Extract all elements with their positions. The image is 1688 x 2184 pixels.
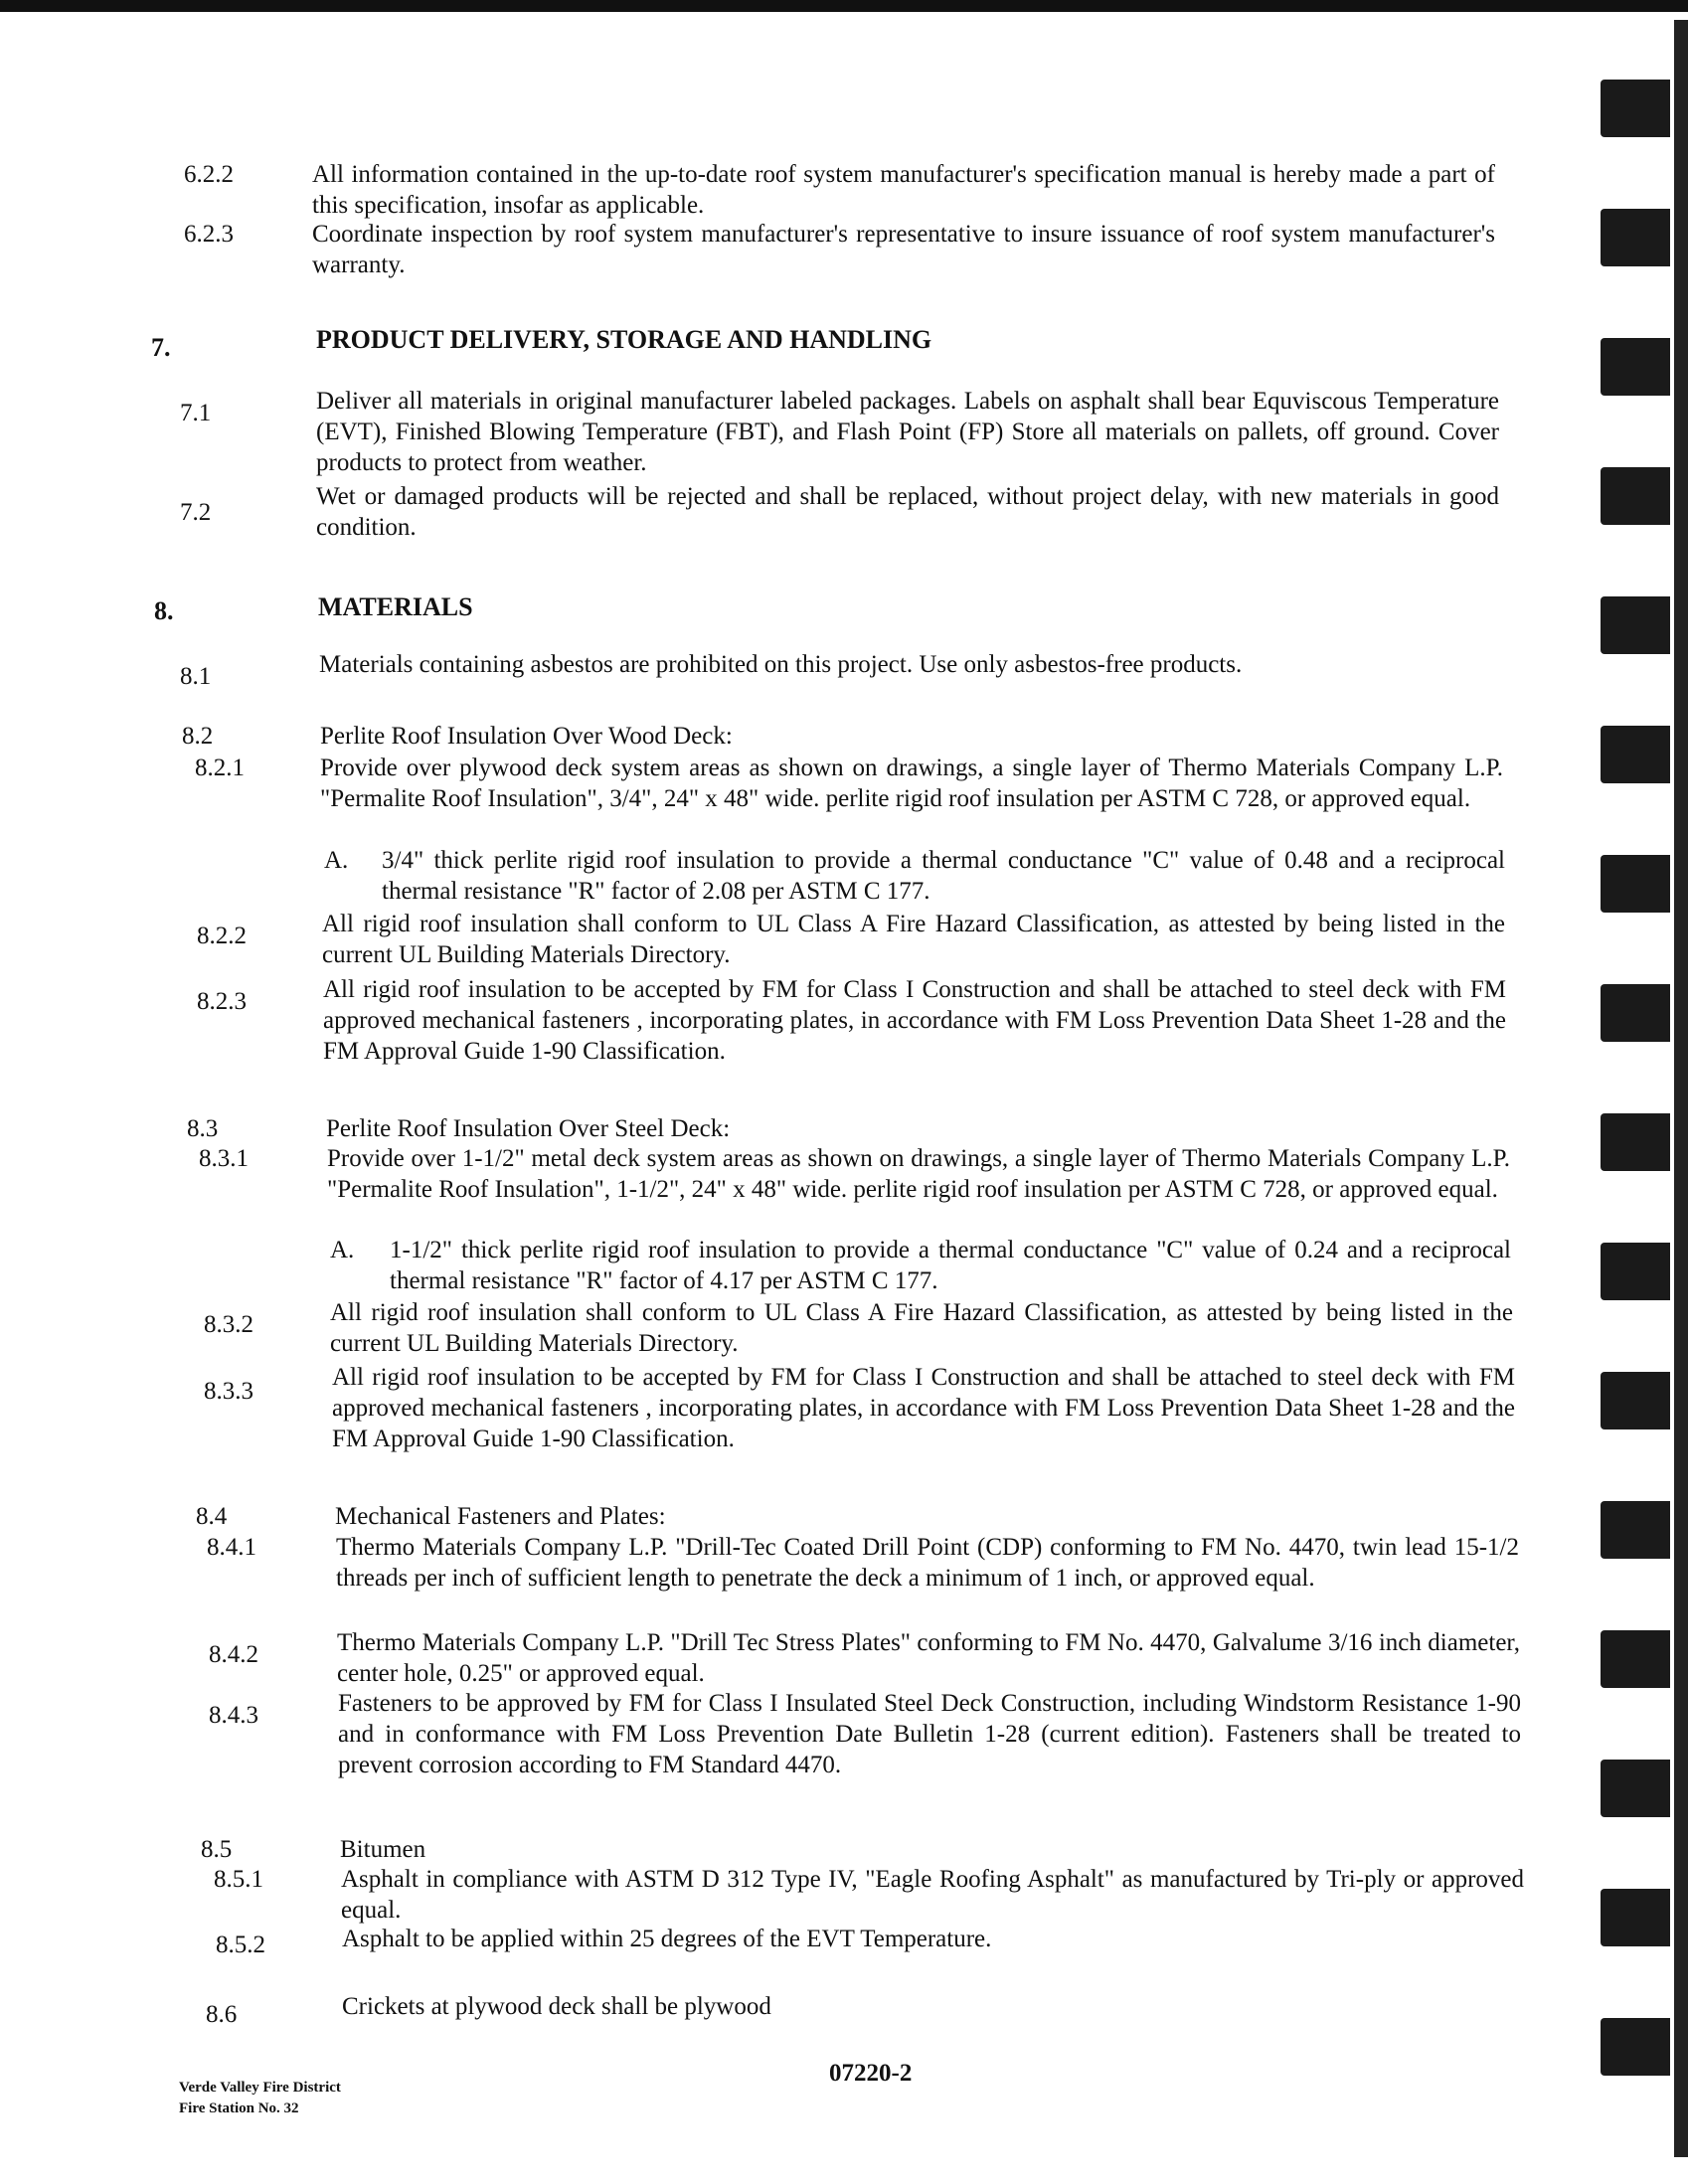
section-title: MATERIALS xyxy=(318,592,473,621)
item-text: Fasteners to be approved by FM for Class I Insulated Steel Deck Construction, including Windstorm Resistance 1-90 and in conformance with FM Loss Prevention Date Bulletin 1-28 (current edition). Fasteners shall be treated to prevent corrosion according to FM Standard 4470. xyxy=(338,1690,1521,1778)
item-text: Wet or damaged products will be rejected and shall be replaced, without project delay, with new materials in good condition. xyxy=(316,483,1499,541)
binding-ring xyxy=(1601,1889,1670,1946)
item-number: 8.4 xyxy=(196,1503,228,1530)
item-number: 7.1 xyxy=(180,400,212,426)
binding-ring xyxy=(1601,1760,1670,1817)
binding-ring xyxy=(1601,1243,1670,1300)
binding-ring xyxy=(1601,984,1670,1042)
item-number: 8.3.1 xyxy=(199,1145,249,1172)
subsection-title: Mechanical Fasteners and Plates: xyxy=(335,1503,666,1530)
binding-ring xyxy=(1601,338,1670,396)
item-number: 8.5.1 xyxy=(214,1866,263,1893)
footer-project-name: Verde Valley Fire District xyxy=(179,2080,341,2096)
item-number: 6.2.3 xyxy=(184,221,234,248)
subitem-letter: A. xyxy=(324,847,349,874)
section-title: PRODUCT DELIVERY, STORAGE AND HANDLING xyxy=(316,325,932,354)
item-number: 8.4.3 xyxy=(209,1702,258,1729)
footer-project-station: Fire Station No. 32 xyxy=(179,2100,299,2116)
item-text: 3/4" thick perlite rigid roof insulation to provide a thermal conductance "C" value of 0.48 and a reciprocal thermal resistance "R" factor of 2.08 per ASTM C 177. xyxy=(382,847,1505,905)
page-number: 07220-2 xyxy=(829,2060,913,2087)
item-number: 8.2.1 xyxy=(195,755,245,781)
item-number: 8.4.1 xyxy=(207,1534,256,1561)
item-text: Deliver all materials in original manufacturer labeled packages. Labels on asphalt shall bear Equviscous Temperature (EVT), Finished Blowing Temperature (FBT), and Flash Point (FP) Store all materials on pallets, off ground. Cover products to protect from weather. xyxy=(316,388,1499,476)
item-text: Asphalt in compliance with ASTM D 312 Type IV, "Eagle Roofing Asphalt" as manufactured by Tri-ply or approved equal. xyxy=(341,1866,1524,1924)
binding-ring xyxy=(1601,726,1670,783)
item-text: All rigid roof insulation shall conform to UL Class A Fire Hazard Classification, as attested by being listed in the current UL Building Materials Directory. xyxy=(330,1299,1513,1357)
binding-ring xyxy=(1601,80,1670,137)
binding-ring xyxy=(1601,596,1670,654)
item-number: 6.2.2 xyxy=(184,161,234,188)
item-number: 8.3.3 xyxy=(204,1378,253,1405)
binding-ring xyxy=(1601,467,1670,525)
item-text: Provide over 1-1/2" metal deck system areas as shown on drawings, a single layer of Thermo Materials Company L.P. "Permalite Roof Insulation", 1-1/2", 24" x 48" wide. perlite rigid roof insulation per ASTM C 728, or approved equal. xyxy=(327,1145,1510,1203)
binding-ring xyxy=(1601,1113,1670,1171)
item-number: 8.3 xyxy=(187,1115,219,1142)
item-text: Thermo Materials Company L.P. "Drill Tec Stress Plates" conforming to FM No. 4470, Galvalume 3/16 inch diameter, center hole, 0.25" or approved equal. xyxy=(337,1629,1520,1687)
item-number: 7.2 xyxy=(180,499,212,526)
item-number: 8.2.2 xyxy=(197,923,247,949)
item-number: 8.3.2 xyxy=(204,1311,253,1338)
item-text: Materials containing asbestos are prohibited on this project. Use only asbestos-free products. xyxy=(319,651,1243,678)
binding-ring xyxy=(1601,1501,1670,1559)
item-text: All rigid roof insulation to be accepted by FM for Class I Construction and shall be attached to steel deck with FM approved mechanical fasteners , incorporating plates, in accordance with FM Loss Prevention Data Sheet 1-28 and the FM Approval Guide 1-90 Classification. xyxy=(332,1364,1515,1452)
section-number: 7. xyxy=(151,333,171,362)
subsection-title: Perlite Roof Insulation Over Wood Deck: xyxy=(320,723,733,750)
item-number: 8.6 xyxy=(206,2001,238,2028)
spiral-binding xyxy=(1579,20,1688,2157)
item-text: Thermo Materials Company L.P. "Drill-Tec Coated Drill Point (CDP) conforming to FM No. 4470, twin lead 15-1/2 threads per inch of sufficient length to penetrate the deck a minimum of 1 inch, or approved equal. xyxy=(336,1534,1519,1592)
footer-project xyxy=(179,2078,341,2119)
item-text: All rigid roof insulation to be accepted by FM for Class I Construction and shall be attached to steel deck with FM approved mechanical fasteners , incorporating plates, in accordance with FM Loss Prevention Data Sheet 1-28 and the FM Approval Guide 1-90 Classification. xyxy=(323,976,1506,1065)
subsection-title: Perlite Roof Insulation Over Steel Deck: xyxy=(326,1115,731,1142)
item-text: Provide over plywood deck system areas as shown on drawings, a single layer of Thermo Materials Company L.P. "Permalite Roof Insulation", 3/4", 24" x 48" wide. perlite rigid roof insulation per ASTM C 728, or approved equal. xyxy=(320,755,1503,812)
item-text: Crickets at plywood deck shall be plywood xyxy=(342,1993,771,2020)
section-number: 8. xyxy=(154,596,174,625)
binding-ring xyxy=(1601,1372,1670,1429)
item-text: 1-1/2" thick perlite rigid roof insulation to provide a thermal conductance "C" value of 0.24 and a reciprocal thermal resistance "R" factor of 4.17 per ASTM C 177. xyxy=(390,1237,1511,1294)
item-number: 8.5 xyxy=(201,1836,233,1863)
item-number: 8.2.3 xyxy=(197,988,247,1015)
binding-ring xyxy=(1601,2018,1670,2076)
item-number: 8.1 xyxy=(180,663,212,690)
binding-ring xyxy=(1601,1630,1670,1688)
item-text: Asphalt to be applied within 25 degrees of the EVT Temperature. xyxy=(342,1926,992,1952)
item-text: All information contained in the up-to-date roof system manufacturer's specification manual is hereby made a part of this specification, insofar as applicable. xyxy=(312,161,1495,219)
item-number: 8.5.2 xyxy=(216,1932,265,1958)
subitem-letter: A. xyxy=(330,1237,355,1263)
binding-ring xyxy=(1601,855,1670,913)
item-number: 8.4.2 xyxy=(209,1641,258,1668)
subsection-title: Bitumen xyxy=(340,1836,426,1863)
item-text: All rigid roof insulation shall conform to UL Class A Fire Hazard Classification, as attested by being listed in the current UL Building Materials Directory. xyxy=(322,911,1505,968)
binding-ring xyxy=(1601,209,1670,266)
item-number: 8.2 xyxy=(182,723,214,750)
item-text: Coordinate inspection by roof system manufacturer's representative to insure issuance of roof system manufacturer's warranty. xyxy=(312,221,1495,278)
binding-spine xyxy=(1674,20,1688,2157)
